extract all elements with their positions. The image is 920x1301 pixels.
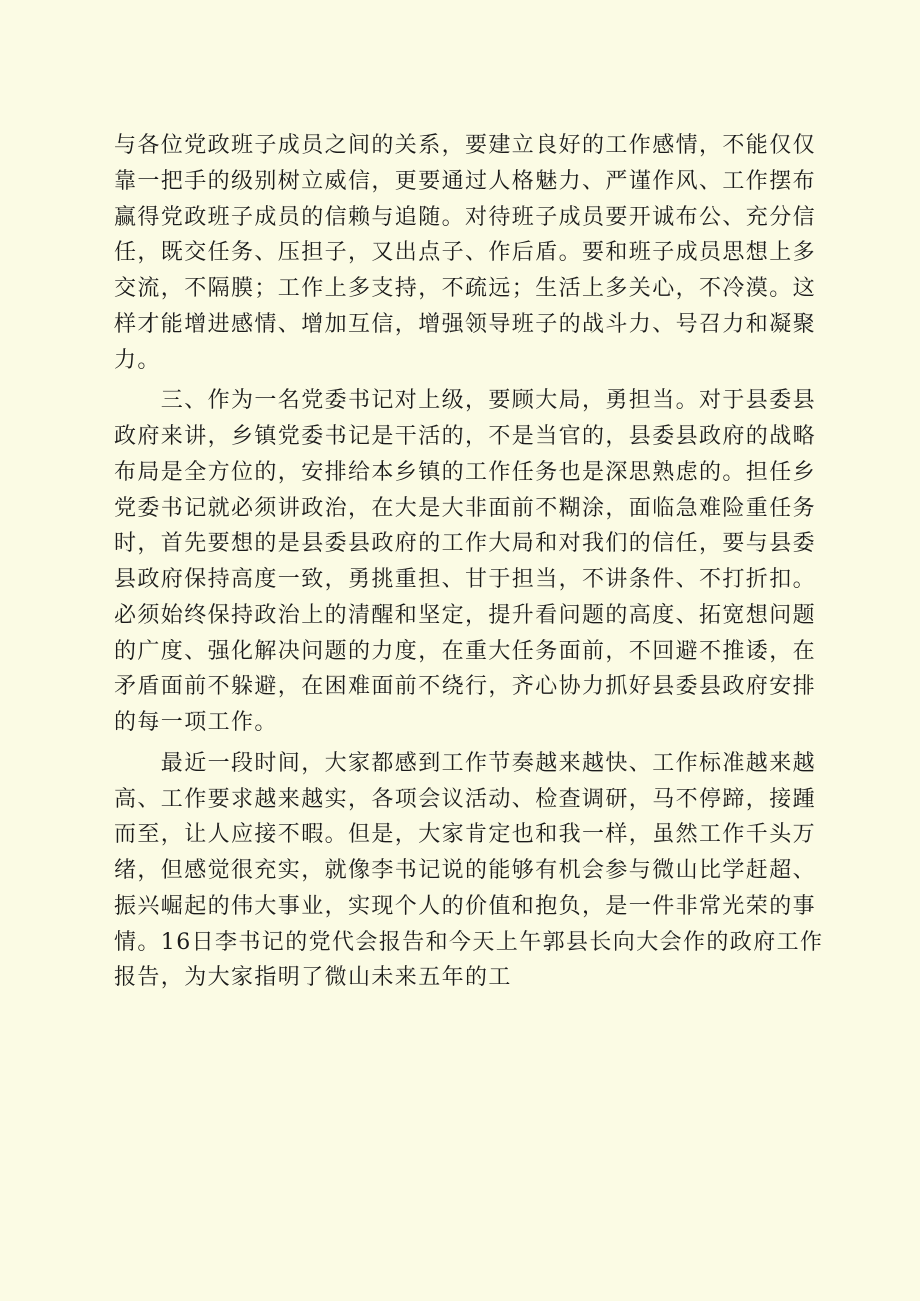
text-line: 布局是全方位的，安排给本乡镇的工作任务也是深思熟虑的。担任乡	[114, 459, 817, 485]
text-line: 情。16日李书记的党代会报告和今天上午郭县长向大会作的政府工作	[114, 929, 824, 955]
text-line: 与各位党政班子成员之间的关系，要建立良好的工作感情，不能仅仅	[114, 133, 817, 158]
text-line: 政府来讲，乡镇党委书记是干活的，不是当官的，县委县政府的战略	[114, 424, 817, 449]
text-line: 交流，不隔膜；工作上多支持，不疏远；生活上多关心，不冷漠。这	[114, 276, 817, 301]
document-page	[114, 128, 824, 996]
text-line: 高、工作要求越来越实，各项会议活动、检查调研，马不停蹄，接踵	[114, 786, 817, 812]
text-line: 三、作为一名党委书记对上级，要顾大局，勇担当。对于县委县	[114, 388, 817, 414]
text-line: 必须始终保持政治上的清醒和坚定，提升看问题的高度、拓宽想问题	[114, 602, 817, 628]
text-line: 矛盾面前不躲避，在困难面前不绕行，齐心协力抓好县委县政府安排	[114, 674, 817, 700]
text-line: 最近一段时间，大家都感到工作节奏越来越快、工作标准越来越	[114, 750, 817, 776]
text-line: 绪，但感觉很充实，就像李书记说的能够有机会参与微山比学赶超、	[114, 858, 817, 883]
paragraph-2	[114, 383, 817, 741]
text-line: 样才能增进感情、增加互信，增强领导班子的战斗力、号召力和凝聚	[114, 311, 817, 337]
text-line: 时，首先要想的是县委县政府的工作大局和对我们的信任，要与县委	[114, 531, 817, 557]
text-line: 而至，让人应接不暇。但是，大家肯定也和我一样，虽然工作千头万	[114, 822, 817, 848]
text-line: 赢得党政班子成员的信赖与追随。对待班子成员要开诚布公、充分信	[114, 204, 817, 230]
text-line: 靠一把手的级别树立威信，更要通过人格魅力、严谨作风、工作摆布	[114, 168, 817, 194]
text-line: 任，既交任务、压担子，又出点子、作后盾。要和班子成员思想上多	[114, 240, 817, 266]
paragraph-3	[114, 746, 824, 996]
text-line: 振兴崛起的伟大事业，实现个人的价值和抱负，是一件非常光荣的事	[114, 893, 817, 919]
text-line: 县政府保持高度一致，勇挑重担、甘于担当，不讲条件、不打折扣。	[114, 567, 817, 592]
text-line: 报告，为大家指明了微山未来五年的工	[114, 965, 512, 991]
text-line: 力。	[114, 347, 161, 373]
text-line: 的广度、强化解决问题的力度，在重大任务面前，不回避不推诿，在	[114, 638, 817, 664]
paragraph-1	[114, 128, 817, 378]
text-line: 党委书记就必须讲政治，在大是大非面前不糊涂，面临急难险重任务	[114, 495, 817, 521]
text-line: 的每一项工作。	[114, 710, 278, 735]
